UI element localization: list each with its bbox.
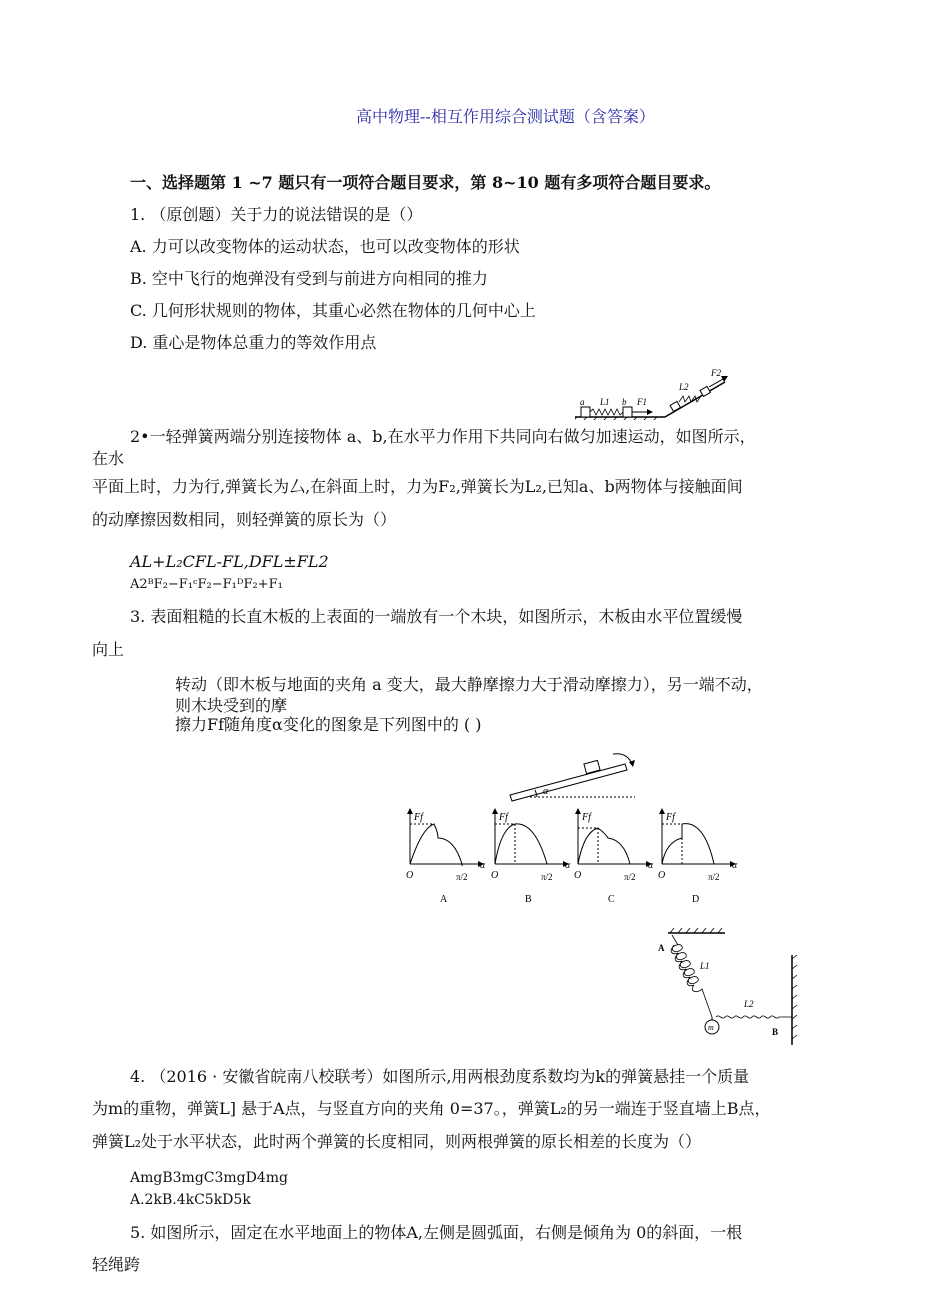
- q2-options-row2: A2ᴮF₂−F₁ᶜF₂−F₁ᴰF₂+F₁: [130, 577, 283, 592]
- page-title: 高中物理--相互作用综合测试题（含答案）: [356, 107, 655, 126]
- graph-c-x: α: [648, 860, 654, 871]
- graph-c-o: O: [574, 870, 582, 881]
- q5-line1: 5. 如图所示，固定在水平地面上的物体A,左侧是圆弧面，右侧是倾角为 0的斜面，一根: [130, 1223, 743, 1242]
- q4-options-row2: A.2kB.4kC5kD5k: [130, 1192, 251, 1208]
- label-mass: m: [708, 1023, 714, 1032]
- graph-d-y: Ff: [666, 812, 675, 823]
- q2-line2: 平面上时，力为行,弹簧长为厶,在斜面上时，力为F₂,弹簧长为L₂,已知a、b两物体与接触面间: [92, 477, 743, 496]
- graph-a-y: Ff: [414, 812, 423, 823]
- q3-line3: 擦力Ff随角度α变化的图象是下列图中的 ( ): [175, 715, 482, 734]
- graph-a-tick: π/2: [456, 872, 468, 882]
- graph-b-label: B: [525, 894, 532, 905]
- q2-line3: 的动摩擦因数相同，则轻弹簧的原长为（）: [92, 510, 397, 529]
- q3-graph-a: [400, 806, 490, 906]
- q1-option-c: C. 几何形状规则的物体，其重心必然在物体的几何中心上: [130, 301, 536, 320]
- graph-b-o: O: [491, 870, 499, 881]
- graph-d-tick: π/2: [708, 872, 720, 882]
- q2-line1: 2•一轻弹簧两端分别连接物体 a、b,在水平力作用下共同向右做匀加速运动，如图所示，: [130, 427, 756, 446]
- graph-c-y: Ff: [582, 812, 591, 823]
- label-l1: L1: [600, 397, 610, 407]
- q3-board-figure: [505, 744, 640, 802]
- graph-d-o: O: [658, 870, 666, 881]
- graph-d-label: D: [692, 894, 700, 905]
- q3-line2-wrap: 则木块受到的摩: [175, 696, 288, 715]
- graph-b-x: α: [565, 860, 571, 871]
- section-heading: 一、选择题第 1 ~7 题只有一项符合题目要求，第 8~10 题有多项符合题目要求。: [130, 173, 721, 192]
- label-a: a: [580, 397, 585, 407]
- alpha-label: α: [543, 786, 549, 797]
- q1-option-b: B. 空中飞行的炮弹没有受到与前进方向相同的推力: [130, 269, 488, 288]
- q3-graph-d: [652, 806, 744, 906]
- label-a-point: A: [658, 943, 665, 953]
- graph-d-x: α: [732, 860, 738, 871]
- q5-line2: 轻绳跨: [92, 1255, 141, 1274]
- q1-option-a: A. 力可以改变物体的运动状态，也可以改变物体的形状: [130, 237, 520, 256]
- q2-options-row1: AL+L₂CFL-FL,DFL±FL2: [130, 552, 329, 571]
- q3-line1-wrap: 向上: [92, 640, 125, 659]
- graph-c-tick: π/2: [624, 872, 636, 882]
- label-l2-spring: L2: [744, 999, 754, 1009]
- label-f1: F1: [637, 397, 647, 407]
- label-f2: F2: [711, 368, 721, 378]
- graph-b-y: Ff: [499, 812, 508, 823]
- q3-graph-c: [568, 806, 658, 906]
- graph-a-o: O: [406, 870, 414, 881]
- q4-spring-figure: [650, 925, 800, 1050]
- graph-a-label: A: [440, 894, 448, 905]
- label-b: b: [622, 397, 627, 407]
- graph-a-x: α: [480, 860, 486, 871]
- q3-line2: 转动（即木板与地面的夹角 a 变大，最大静摩擦力大于滑动摩擦力），另一端不动，: [175, 675, 763, 694]
- graph-b-tick: π/2: [541, 872, 553, 882]
- q3-graph-b: [485, 806, 575, 906]
- q1-option-d: D. 重心是物体总重力的等效作用点: [130, 333, 377, 352]
- label-l1-spring: L1: [700, 961, 710, 971]
- q1-stem: 1. （原创题）关于力的说法错误的是（）: [130, 205, 423, 224]
- q4-line2: 为m的重物，弹簧L] 悬于A点，与竖直方向的夹角 0=37。，弹簧L₂的另一端连于竖直墙上B点，: [92, 1099, 771, 1118]
- q4-options-row1: AmgB3mgC3mgD4mg: [130, 1170, 289, 1186]
- label-b-point: B: [772, 1027, 779, 1037]
- label-l2: L2: [679, 382, 689, 392]
- q4-line1: 4. （2016 · 安徽省皖南八校联考）如图所示,用两根劲度系数均为k的弹簧悬挂一个质量: [130, 1067, 750, 1086]
- graph-c-label: C: [608, 894, 615, 905]
- q4-line3: 弹簧L₂处于水平状态，此时两个弹簧的长度相同，则两根弹簧的原长相差的长度为（）: [92, 1132, 702, 1151]
- q2-spring-figure: [575, 368, 735, 420]
- q3-line1: 3. 表面粗糙的长直木板的上表面的一端放有一个木块，如图所示，木板由水平位置缓慢: [130, 607, 743, 626]
- q2-line1-wrap: 在水: [92, 449, 125, 468]
